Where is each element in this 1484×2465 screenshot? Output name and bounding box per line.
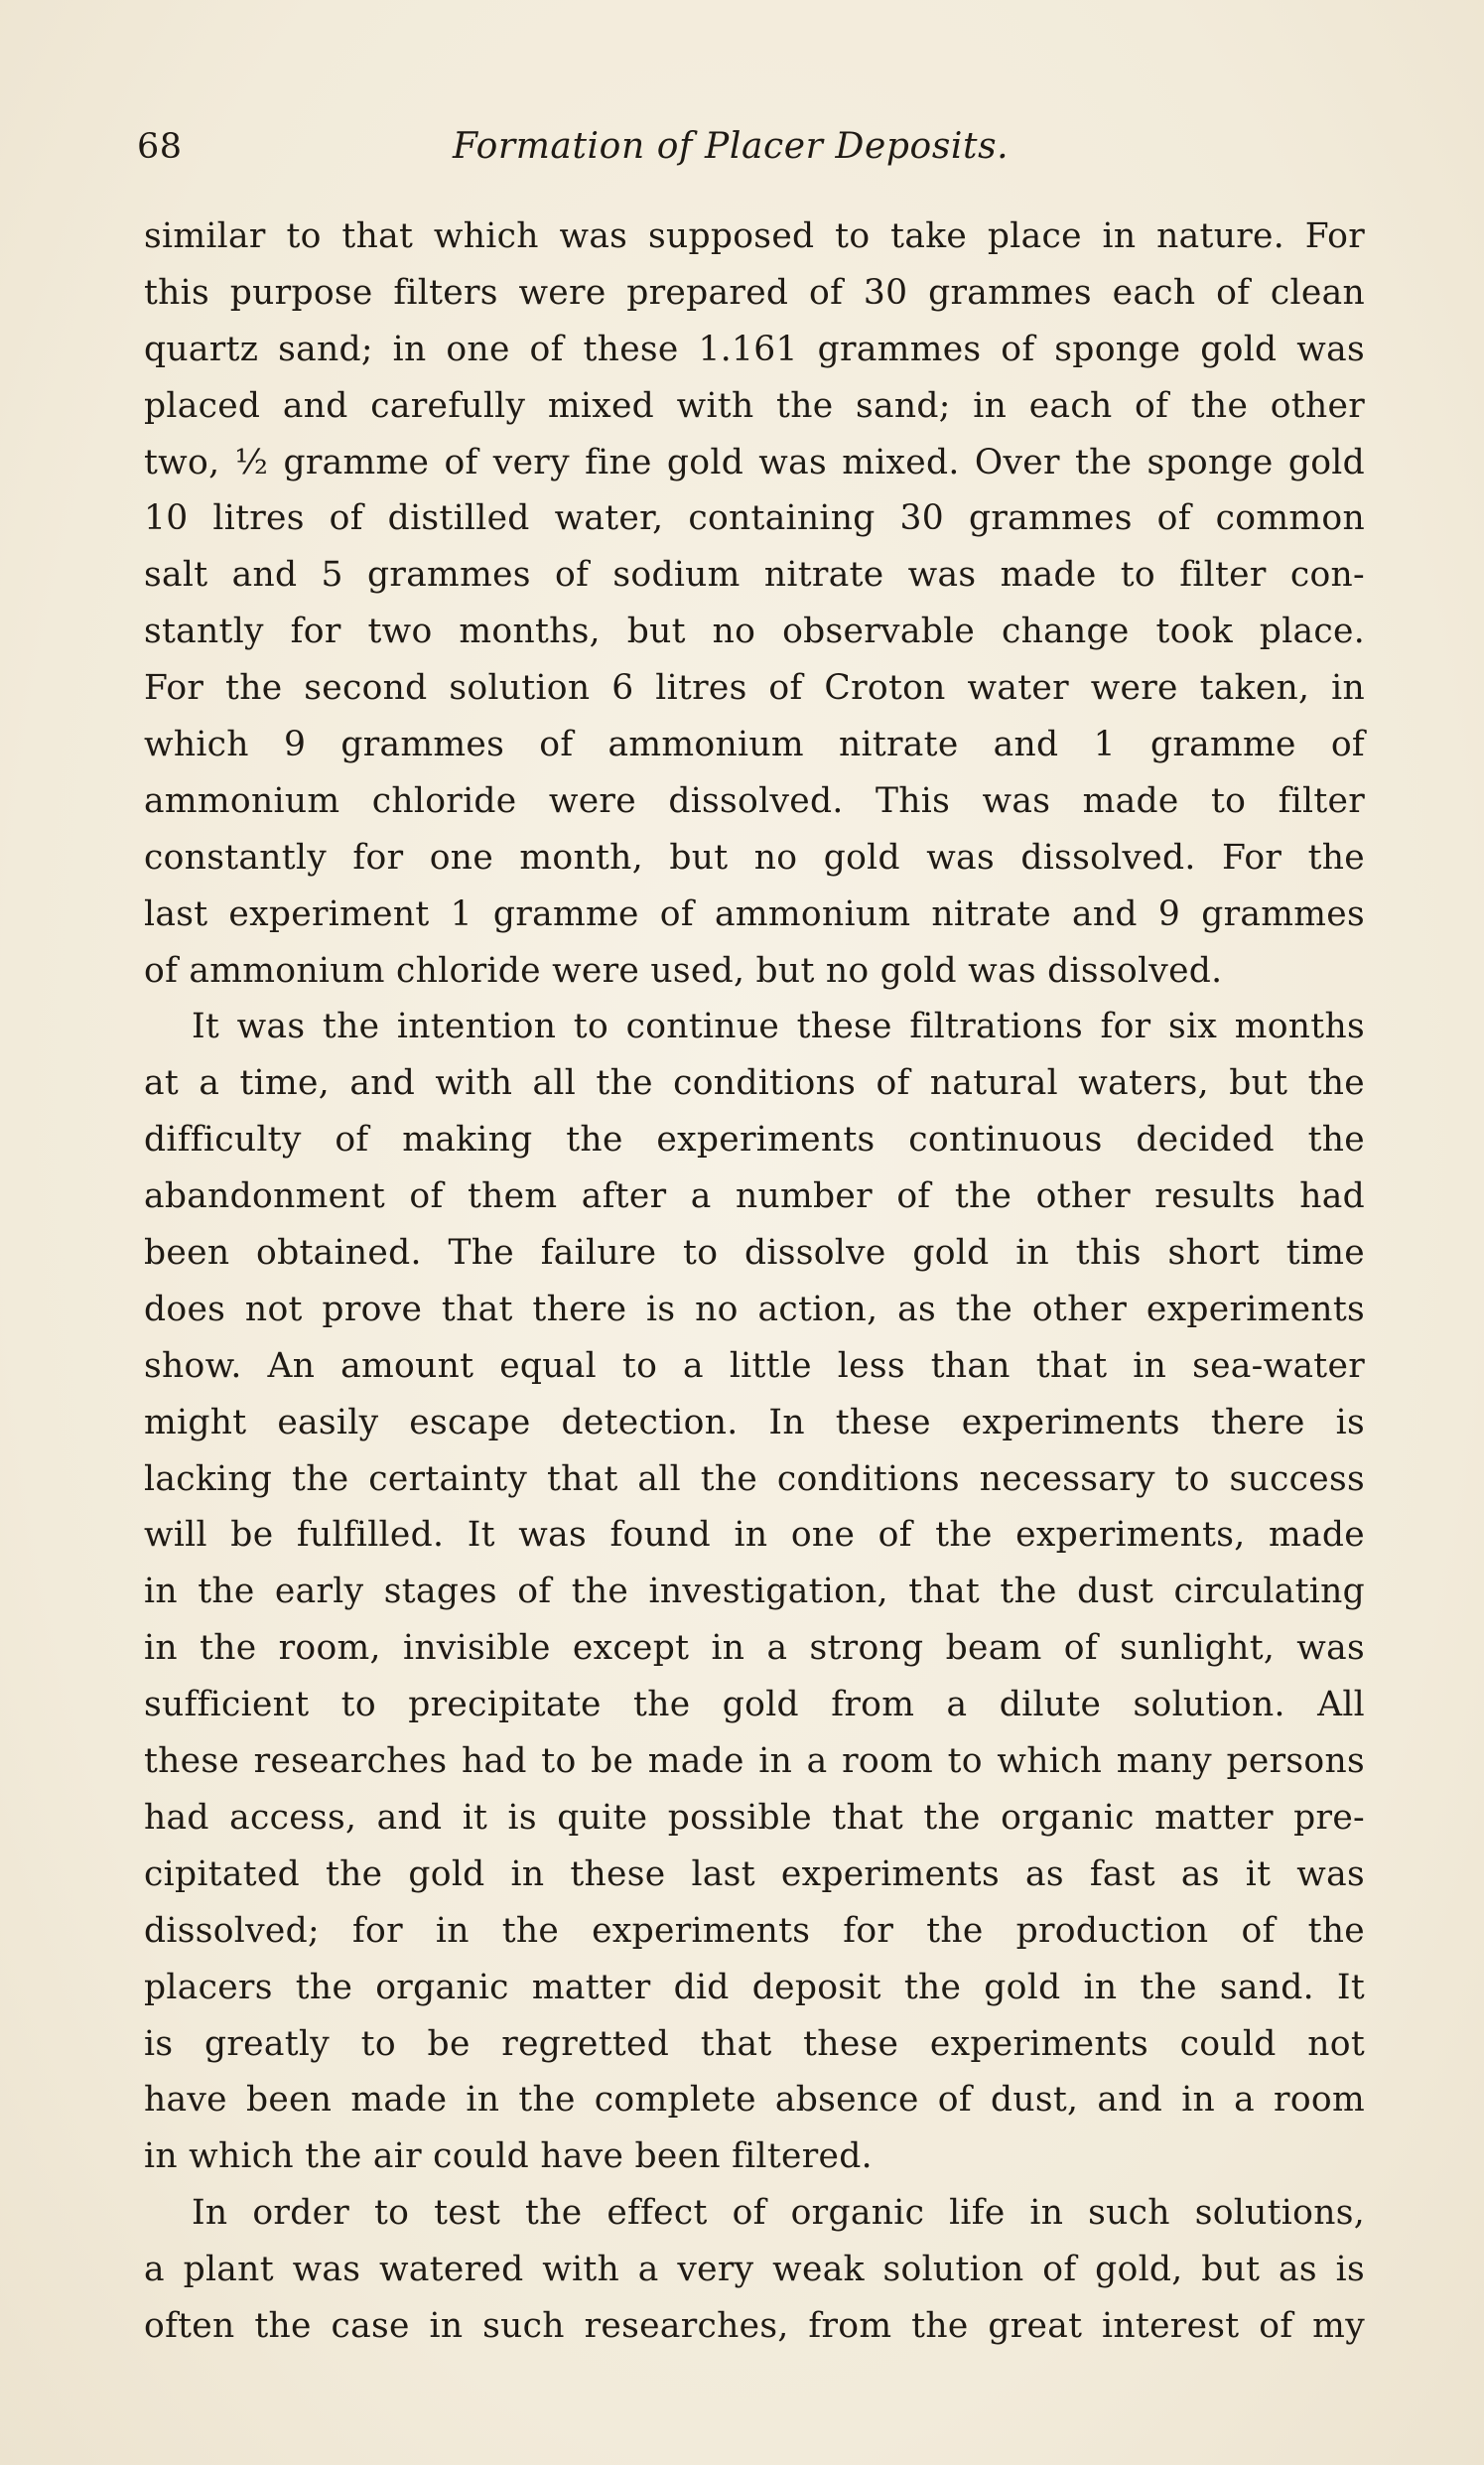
text-line: often the case in such researches, from the great interest of my [144,2305,1365,2346]
text-line: quartz sand; in one of these 1.161 grammes of sponge gold was [144,329,1365,369]
text-line: does not prove that there is no action, as the other experiments [144,1289,1365,1329]
text-line: have been made in the complete absence of dust, and in a room [144,2080,1365,2121]
text-line: ammonium chloride were dissolved. This was made to filter [144,780,1365,821]
text-line: will be fulfilled. It was found in one of the experiments, made [144,1515,1365,1556]
text-line: this purpose filters were prepared of 30 grammes each of clean [144,272,1365,313]
text-line: For the second solution 6 litres of Croton water were taken, in [144,668,1365,709]
text-line: similar to that which was supposed to take place in nature. For [144,216,1365,256]
text-line: stantly for two months, but no observable change took place. [144,612,1365,652]
text-line: a plant was watered with a very weak solution of gold, but as is [144,2250,1365,2290]
text-line: been obtained. The failure to dissolve gold in this short time [144,1233,1365,1274]
text-line: sufficient to precipitate the gold from a dilute solution. All [144,1685,1365,1725]
text-line: last experiment 1 gramme of ammonium nitrate and 9 grammes [144,893,1365,934]
text-line: 10 litres of distilled water, containing 30 grammes of common [144,498,1365,539]
text-line: abandonment of them after a number of the other results had [144,1176,1365,1217]
text-line: cipitated the gold in these last experiments as fast as it was [144,1853,1365,1894]
text-line: might easily escape detection. In these experiments there is [144,1402,1365,1442]
text-line: of ammonium chloride were used, but no gold was dissolved. [144,950,1223,991]
running-title: Formation of Placer Deposits. [453,126,1010,167]
text-line: at a time, and with all the conditions of natural waters, but the [144,1063,1365,1104]
text-line: two, ½ gramme of very fine gold was mixed. Over the sponge gold [144,442,1365,482]
text-line: show. An amount equal to a little less than that in sea-water [144,1345,1365,1386]
paragraph-start-line: In order to test the effect of organic life in such solutions, [192,2193,1365,2234]
paragraph-start-line: It was the intention to continue these filtrations for six months [192,1007,1365,1047]
text-line: in which the air could have been filtered. [144,2136,873,2177]
text-line: lacking the certainty that all the conditions necessary to success [144,1458,1365,1499]
text-line: which 9 grammes of ammonium nitrate and 1 gramme of [144,725,1365,765]
text-line: dissolved; for in the experiments for the production of the [144,1910,1365,1951]
body-text [144,208,1365,2355]
text-line: in the room, invisible except in a strong beam of sunlight, was [144,1628,1365,1669]
text-line: had access, and it is quite possible that the organic matter pre- [144,1797,1365,1838]
text-line: these researches had to be made in a room to which many persons [144,1741,1365,1782]
page-header [137,117,1368,177]
text-line: placed and carefully mixed with the sand; in each of the other [144,385,1365,426]
text-line: placers the organic matter did deposit the gold in the sand. It [144,1967,1365,2007]
text-line: is greatly to be regretted that these experiments could not [144,2023,1365,2064]
text-line: constantly for one month, but no gold was dissolved. For the [144,837,1365,878]
text-line: in the early stages of the investigation, that the dust circulating [144,1572,1365,1612]
text-line: salt and 5 grammes of sodium nitrate was made to filter con- [144,555,1365,596]
text-line: difficulty of making the experiments continuous decided the [144,1120,1365,1161]
page-number: 68 [137,127,183,167]
